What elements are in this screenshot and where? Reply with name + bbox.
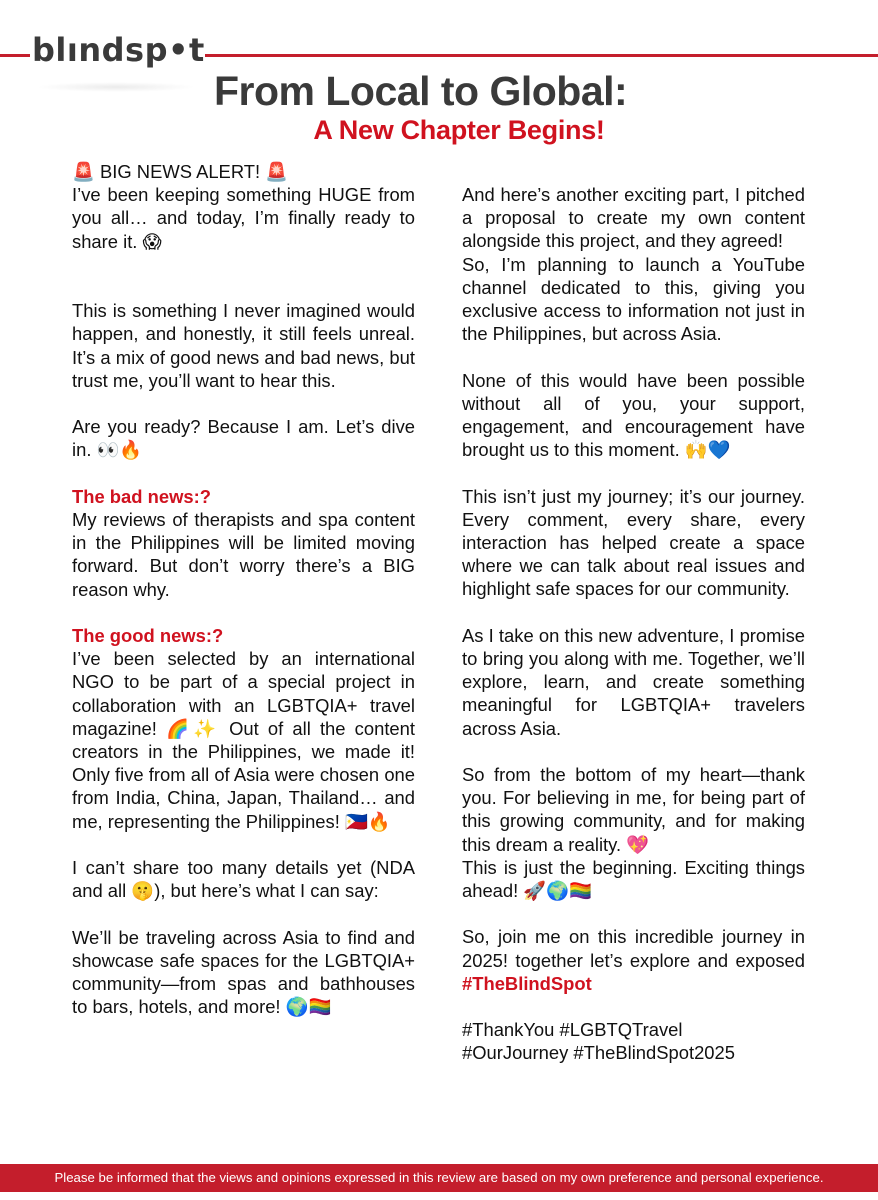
theblindspot-hashtag[interactable]: #TheBlindSpot (462, 972, 592, 994)
bad-news-heading: The bad news:? (72, 485, 211, 507)
good-news-heading: The good news:? (72, 625, 224, 646)
left-column (72, 160, 415, 1018)
right-column (462, 183, 805, 1065)
beginning-paragraph: This is just the beginning. Exciting things ahead! 🚀🌍🏳️‍🌈 (462, 856, 805, 902)
heart-paragraph: So from the bottom of my heart—thank you. For believing in me, for being part of this growing community, and for making this dream a reality. 💖 (462, 764, 805, 855)
join-text: So, join me on this incredible journey in 2025! together let’s explore and exposed (462, 926, 805, 971)
page-subtitle: A New Chapter Begins! (313, 115, 605, 145)
adventure-paragraph: As I take on this new adventure, I promise to bring you along with me. Together, we’ll explore, learn, and create something meaningful for LGBTQIA+ travelers across Asia. (462, 624, 805, 739)
journey-paragraph: This isn’t just my journey; it’s our journey. Every comment, every share, every interaction has helped create a space where we can talk about real issues and highlight safe spaces for our community. (462, 485, 805, 600)
bad-news-text: My reviews of therapists and spa content in the Philippines will be limited moving forward. But don’t worry there’s a BIG reason why. (72, 509, 415, 600)
logo-shadow (36, 82, 196, 92)
nda-paragraph: I can’t share too many details yet (NDA and all 🤫), but here’s what I can say: (72, 857, 415, 902)
pitch-paragraph: And here’s another exciting part, I pitched a proposal to create my own content alongside this project, and they agreed! (462, 184, 805, 252)
header-rule-left (0, 54, 30, 57)
good-news-text: I’ve been selected by an international NGO to be part of a special project in collaboration with an LGBTQIA+ travel magazine! 🌈✨ Out of all the content creators in the Philippines, we made it! Only five from all of Asia were chosen one from India, China, Japan, Thailand… and me, representing the Philippines! 🇵🇭🔥 (72, 648, 415, 832)
page-title: From Local to Global: (214, 68, 628, 114)
thanks-support-paragraph: None of this would have been possible without all of you, your support, engagement, and encouragement have brought us to this moment. 🙌💙 (462, 369, 805, 461)
ready-paragraph: Are you ready? Because I am. Let’s dive in. 👀🔥 (72, 416, 415, 461)
footer-disclaimer-bar (0, 1164, 878, 1192)
hashtags-line-1: #ThankYou #LGBTQTravel (462, 1019, 683, 1041)
unreal-paragraph: This is something I never imagined would happen, and honestly, it still feels unreal. It’s a mix of good news and bad news, but trust me, you’ll want to hear this. (72, 300, 415, 391)
hashtags-line-2: #OurJourney #TheBlindSpot2025 (462, 1042, 735, 1064)
join-paragraph (462, 925, 805, 995)
alert-line: 🚨 BIG NEWS ALERT! 🚨 (72, 161, 289, 182)
intro-paragraph: I’ve been keeping something HUGE from you all… and today, I’m finally ready to share it. 😱 (72, 184, 415, 252)
brand-logo: blındsp•t (32, 31, 205, 69)
travel-paragraph: We’ll be traveling across Asia to find and showcase safe spaces for the LGBTQIA+ community—from spas and bathhouses to bars, hotels, and more! 🌍🏳️‍🌈 (72, 926, 415, 1018)
youtube-paragraph: So, I’m planning to launch a YouTube channel dedicated to this, giving you exclusive access to information not just in the Philippines, but across Asia. (462, 253, 805, 345)
header-rule-right (205, 54, 878, 57)
footer-disclaimer: Please be informed that the views and opinions expressed in this review are based on my own preference and personal experience. (54, 1170, 824, 1185)
